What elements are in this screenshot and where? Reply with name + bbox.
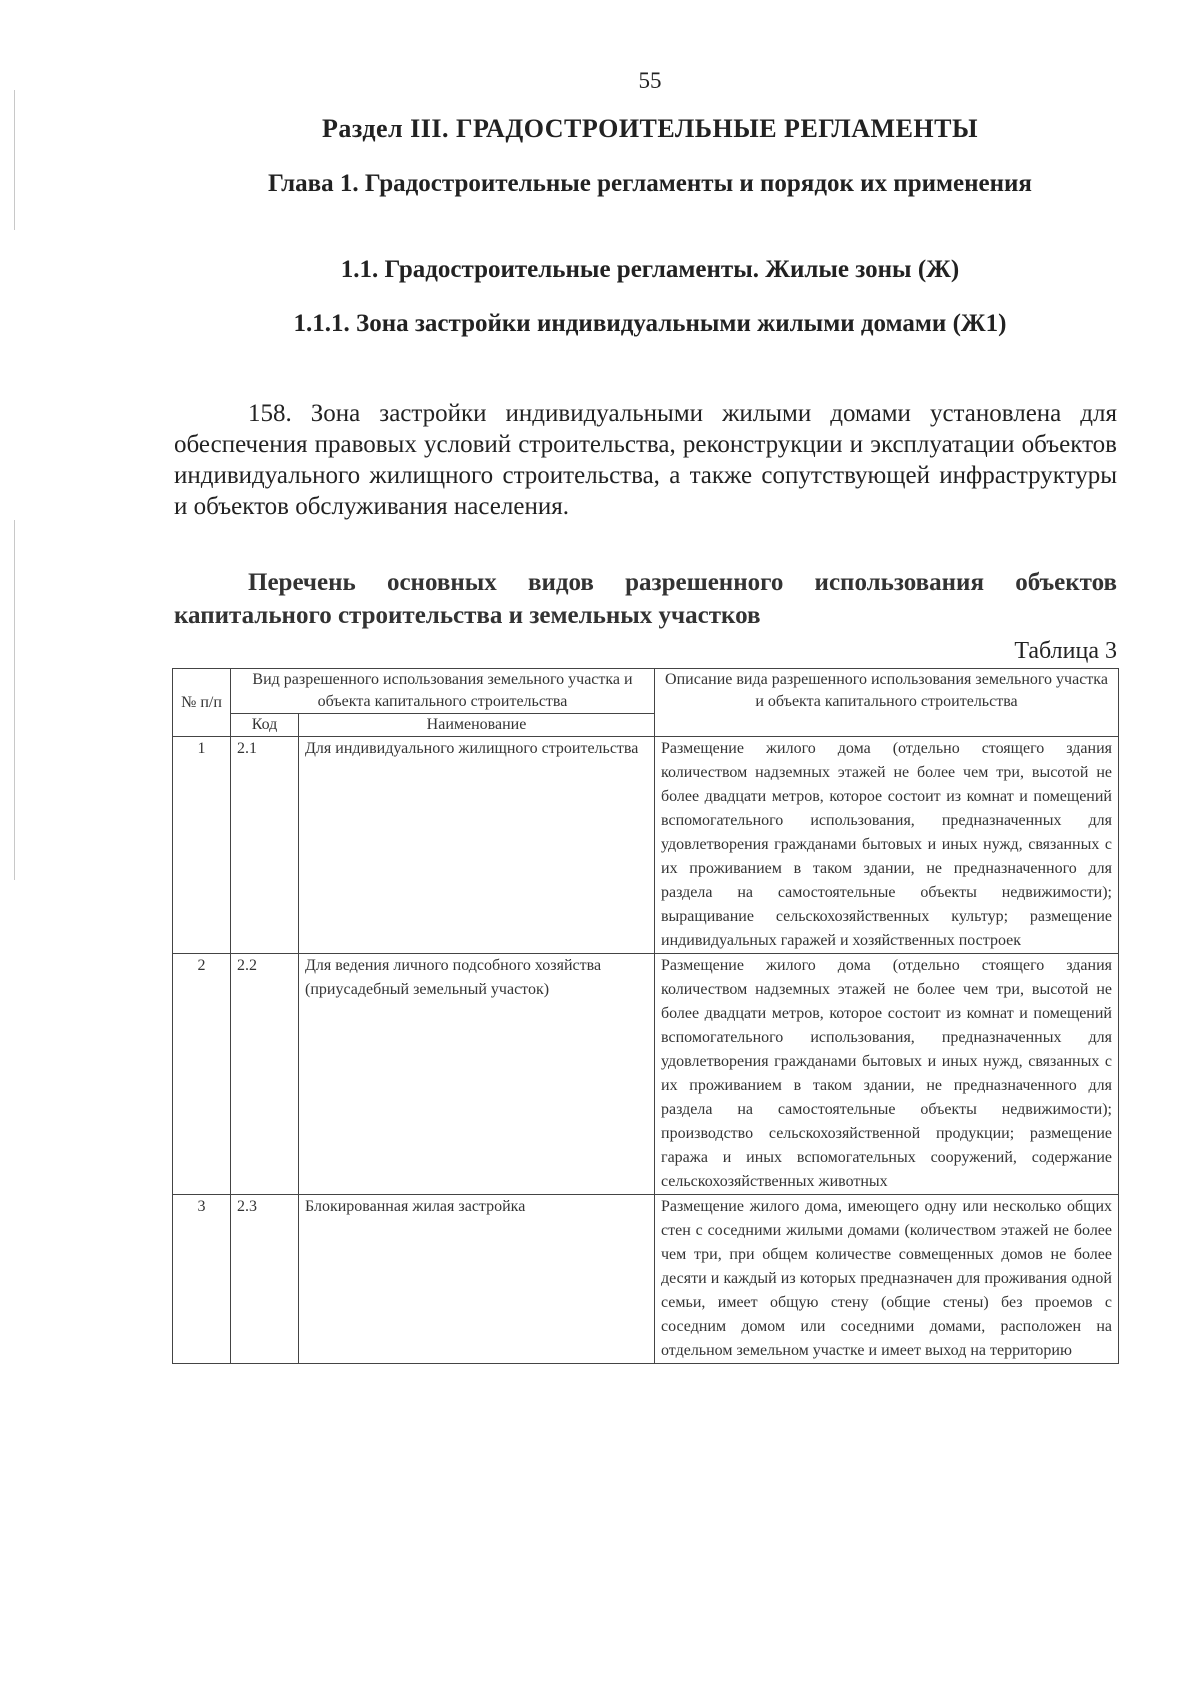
table-row	[173, 954, 1119, 1195]
table-label: Таблица 3	[1014, 638, 1117, 664]
row-number: 3	[173, 1195, 231, 1364]
section-title: Раздел III. ГРАДОСТРОИТЕЛЬНЫЕ РЕГЛАМЕНТЫ	[321, 114, 979, 143]
row-description: Размещение жилого дома (отдельно стоящего здания количеством надземных этажей не более чем три, высотой не более двадцати метров, которое состоит из комнат и помещений вспомогательного использования, предназначенных для удовлетворения гражданами бытовых и иных нужд, связанных с их проживанием в таком здании, не предназначенного для раздела на самостоятельные объекты недвижимости); производство сельскохозяйственной продукции; размещение гаража и иных вспомогательных сооружений, содержание сельскохозяйственных животных	[655, 954, 1119, 1195]
scan-margin-line	[14, 90, 15, 230]
row-number: 2	[173, 954, 231, 1195]
header-number: № п/п	[173, 669, 231, 737]
list-title: Перечень основных видов разрешенного использования объектов капитального строительства и земельных участков	[174, 569, 1117, 629]
row-number: 1	[173, 737, 231, 954]
row-name: Блокированная жилая застройка	[299, 1195, 655, 1364]
row-code: 2.1	[231, 737, 299, 954]
regulations-table	[172, 668, 1119, 1364]
zone-paragraph: 158. Зона застройки индивидуальными жилыми домами установлена для обеспечения правовых условий строительства, реконструкции и эксплуатации объектов индивидуального жилищного строительства, а также сопутствующей инфраструктуры и объектов обслуживания населения.	[174, 400, 1117, 520]
row-description: Размещение жилого дома (отдельно стоящего здания количеством надземных этажей не более чем три, высотой не более двадцати метров, которое состоит из комнат и помещений вспомогательного использования, предназначенных для удовлетворения гражданами бытовых и иных нужд, связанных с их проживанием в таком здании, не предназначенного для раздела на самостоятельные объекты недвижимости); выращивание сельскохозяйственных культур; размещение индивидуальных гаражей и хозяйственных построек	[655, 737, 1119, 954]
row-description: Размещение жилого дома, имеющего одну или несколько общих стен с соседними жилыми домами (количеством этажей не более чем три, при общем количестве совмещенных домов не более десяти и каждый из которых предназначен для проживания одной семьи, имеет общую стену (общие стены) без проемов с соседним домом или соседними домами, расположен на отдельном земельном участке и имеет выход на территорию	[655, 1195, 1119, 1364]
header-code: Код	[231, 714, 299, 737]
header-name: Наименование	[299, 714, 655, 737]
row-name: Для индивидуального жилищного строительства	[299, 737, 655, 954]
row-code: 2.3	[231, 1195, 299, 1364]
row-code: 2.2	[231, 954, 299, 1195]
header-use-type: Вид разрешенного использования земельного участка и объекта капитального строительства	[231, 669, 655, 714]
header-description: Описание вида разрешенного использования земельного участка и объекта капитального строительства	[655, 669, 1119, 737]
zone-title: 1.1.1. Зона застройки индивидуальными жилыми домами (Ж1)	[293, 310, 1007, 337]
page-number: 55	[638, 68, 662, 93]
row-name: Для ведения личного подсобного хозяйства (приусадебный земельный участок)	[299, 954, 655, 1195]
table-row	[173, 737, 1119, 954]
scan-margin-line	[14, 520, 15, 880]
subsection-title: 1.1. Градостроительные регламенты. Жилые зоны (Ж)	[340, 256, 960, 283]
table-row	[173, 1195, 1119, 1364]
chapter-title: Глава 1. Градостроительные регламенты и порядок их применения	[268, 170, 1032, 197]
